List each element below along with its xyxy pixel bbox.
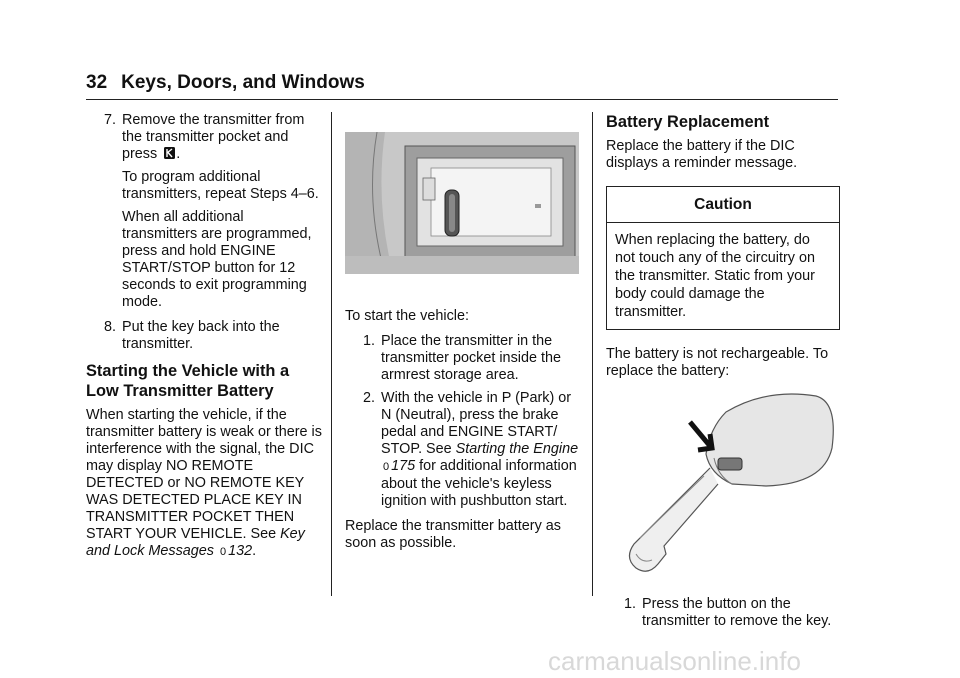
step-text: Remove the transmitter from the transmitter pocket and press	[122, 112, 305, 162]
column-right	[606, 112, 840, 634]
caution-box	[606, 186, 840, 330]
body-paragraph: The battery is not rechargeable. To replace the battery:	[606, 346, 829, 379]
cross-reference-link[interactable]: Key and Lock Messages	[86, 526, 305, 559]
step-1	[345, 333, 579, 384]
column-middle	[345, 112, 579, 560]
page-reference[interactable]: 132	[228, 543, 253, 559]
step-number: 1.	[362, 333, 375, 349]
section-heading: Starting the Vehicle with a Low Transmitter Battery	[86, 362, 290, 400]
step-text: Press the button on the transmitter to remove the key.	[642, 596, 832, 629]
step-1	[606, 596, 840, 630]
header-rule	[86, 99, 838, 100]
key-fob-illustration	[606, 388, 840, 584]
page-ref-icon: 0	[383, 461, 390, 473]
intro-text: To start the vehicle:	[345, 308, 469, 324]
step-text: Put the key back into the transmitter.	[122, 319, 280, 352]
column-divider-left	[331, 112, 332, 596]
caution-body: When replacing the battery, do not touch any of the circuitry on the transmitter. Static from your body could damage the transmitter.	[615, 232, 815, 320]
step-number: 7.	[103, 112, 116, 128]
step-text: Place the transmitter in the transmitter pocket inside the armrest storage area.	[381, 333, 561, 383]
step-text-end: .	[176, 146, 181, 162]
step-7	[86, 112, 322, 163]
column-left	[86, 112, 322, 569]
body-paragraph	[86, 407, 322, 561]
section-title: Keys, Doors, and Windows	[121, 72, 365, 93]
column-divider-right	[592, 112, 593, 596]
watermark: carmanualsonline.info	[548, 646, 801, 676]
cross-reference-link[interactable]: Starting the Engine	[455, 441, 579, 457]
page-reference[interactable]: 175	[391, 458, 416, 474]
step-text: With the vehicle in P (Park) or N (Neutral), press the brake pedal and ENGINE START/ STOP. See	[381, 390, 572, 457]
step-number: 8.	[103, 319, 116, 335]
section-heading: Battery Replacement	[606, 113, 770, 131]
step-7-note-2: When all additional transmitters are programmed, press and hold ENGINE START/STOP button for 12 seconds to exit programming mode.	[122, 209, 312, 310]
body-text-end: .	[252, 543, 257, 559]
step-number: 2.	[362, 390, 375, 406]
step-7-note-1: To program additional transmitters, repeat Steps 4–6.	[122, 169, 319, 202]
page-ref-icon: 0	[220, 546, 227, 558]
step-2	[345, 390, 579, 510]
intro-text: Replace the battery if the DIC displays a reminder message.	[606, 138, 798, 171]
step-8	[86, 319, 322, 353]
closing-text: Replace the transmitter battery as soon as possible.	[345, 518, 561, 551]
lock-icon	[163, 146, 176, 160]
page-number: 32	[86, 72, 108, 93]
body-text: When starting the vehicle, if the transmitter battery is weak or there is interference with the signal, the DIC may display NO REMOTE DETECTED or NO REMOTE KEY WAS DETECTED PLACE KEY IN TRANSMITTER POCKET THEN START YOUR VEHICLE. See	[86, 407, 322, 542]
step-text-end: for additional information about the vehicle's keyless ignition with pushbutton start.	[381, 458, 577, 509]
armrest-storage-illustration	[345, 132, 579, 274]
page-header	[86, 72, 365, 94]
caution-title: Caution	[607, 187, 839, 223]
step-number: 1.	[623, 596, 636, 612]
